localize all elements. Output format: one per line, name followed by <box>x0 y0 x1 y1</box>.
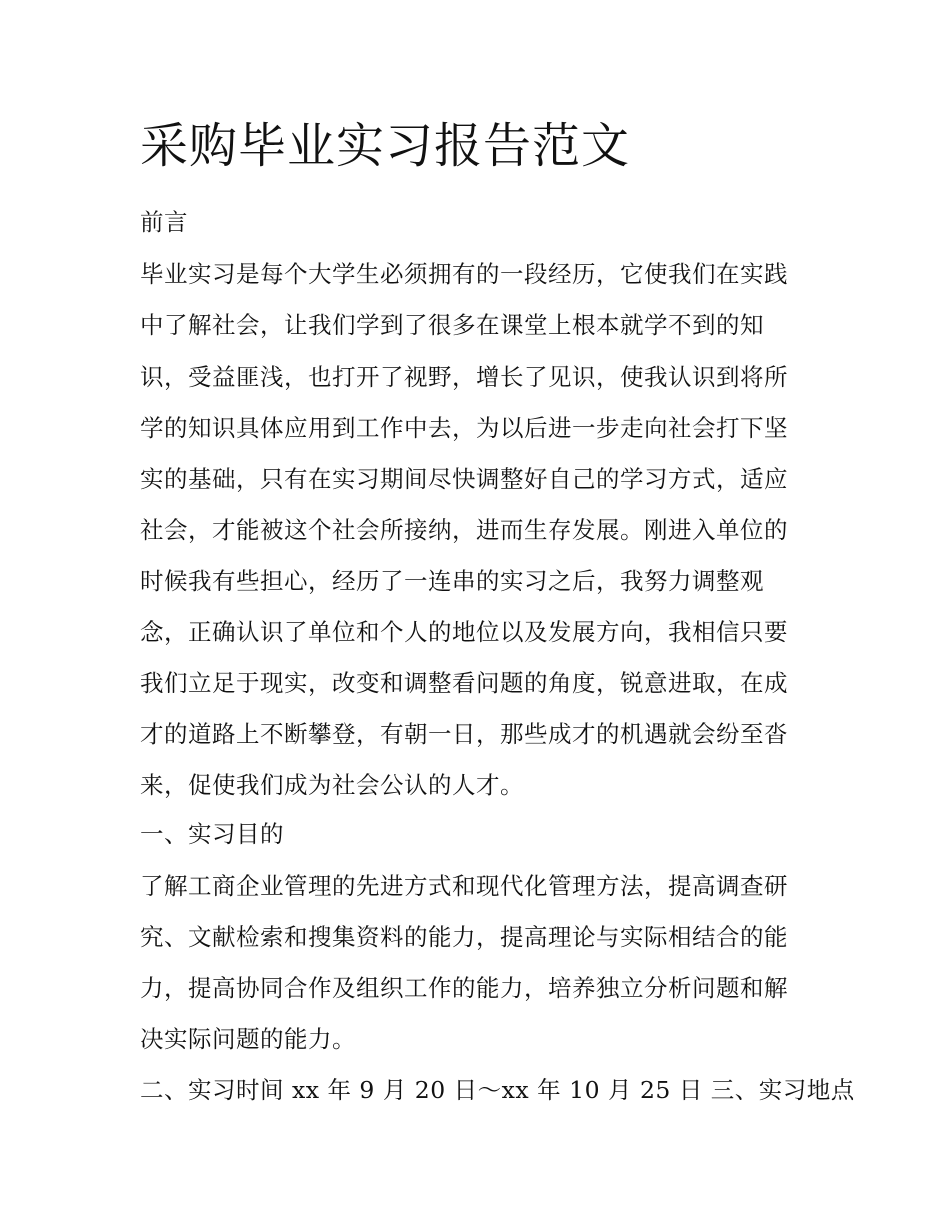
document-page <box>140 0 855 1229</box>
paragraph-line: 我们立足于现实，改变和调整看问题的角度，锐意进取，在成 <box>140 669 788 697</box>
paragraph-line: 究、文献检索和搜集资料的能力，提高理论与实际相结合的能 <box>140 923 788 951</box>
paragraph-line: 社会，才能被这个社会所接纳，进而生存发展。刚进入单位的 <box>140 516 788 544</box>
paragraph-line: 力，提高协同合作及组织工作的能力，培养独立分析问题和解 <box>140 974 788 1002</box>
paragraph-line: 毕业实习是每个大学生必须拥有的一段经历，它使我们在实践 <box>140 260 788 288</box>
heading-preface: 前言 <box>140 208 188 236</box>
paragraph-line: 时候我有些担心，经历了一连串的实习之后，我努力调整观 <box>140 567 764 595</box>
paragraph-line: 中了解社会，让我们学到了很多在课堂上根本就学不到的知 <box>140 311 764 339</box>
paragraph-line: 了解工商企业管理的先进方式和现代化管理方法，提高调查研 <box>140 872 788 900</box>
paragraph-line: 决实际问题的能力。 <box>140 1025 356 1053</box>
heading-section-2: 二、实习时间 xx 年 9 月 20 日～xx 年 10 月 25 日 三、实习地点 <box>140 1076 855 1104</box>
paragraph-line: 实的基础，只有在实习期间尽快调整好自己的学习方式，适应 <box>140 465 788 493</box>
paragraph-line: 来，促使我们成为社会公认的人才。 <box>140 771 524 799</box>
paragraph-line: 学的知识具体应用到工作中去，为以后进一步走向社会打下坚 <box>140 414 788 442</box>
heading-section-1: 一、实习目的 <box>140 820 284 848</box>
document-title: 采购毕业实习报告范文 <box>140 118 631 174</box>
paragraph-line: 才的道路上不断攀登，有朝一日，那些成才的机遇就会纷至沓 <box>140 720 788 748</box>
paragraph-line: 念，正确认识了单位和个人的地位以及发展方向，我相信只要 <box>140 618 788 646</box>
paragraph-line: 识，受益匪浅，也打开了视野，增长了见识，使我认识到将所 <box>140 363 788 391</box>
